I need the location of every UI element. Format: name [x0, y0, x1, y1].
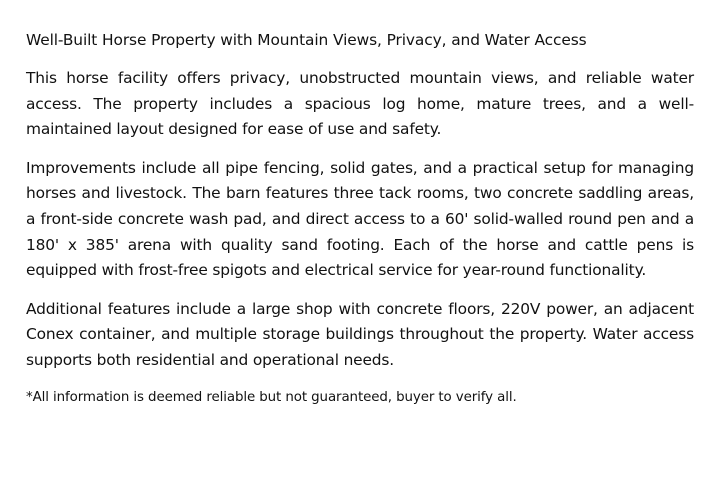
- paragraph-additional-features: Additional features include a large shop with concrete floors, 220V power, an adjacent Conex container, and multiple storage buildings throughout the property. Water access supports both residential and operational needs.: [26, 299, 694, 369]
- paragraph-overview: This horse facility offers privacy, unobstructed mountain views, and reliable water access. The property includes a spacious log home, mature trees, and a well-maintained layout designed for ease of use and safety.: [26, 69, 694, 139]
- paragraph-improvements: Improvements include all pipe fencing, solid gates, and a practical setup for managing horses and livestock. The barn features three tack rooms, two concrete saddling areas, a front-side concrete wash pad, and direct access to a 60' solid-walled round pen and a 180' x 385' arena with quality sand footing. Each of the horse and cattle pens is equipped with frost-free spigots and electrical service for year-round functionality.: [26, 158, 694, 280]
- disclaimer-note: *All information is deemed reliable but not guaranteed, buyer to verify all.: [26, 389, 517, 405]
- listing-description: [26, 27, 694, 409]
- listing-title: Well-Built Horse Property with Mountain Views, Privacy, and Water Access: [26, 31, 587, 49]
